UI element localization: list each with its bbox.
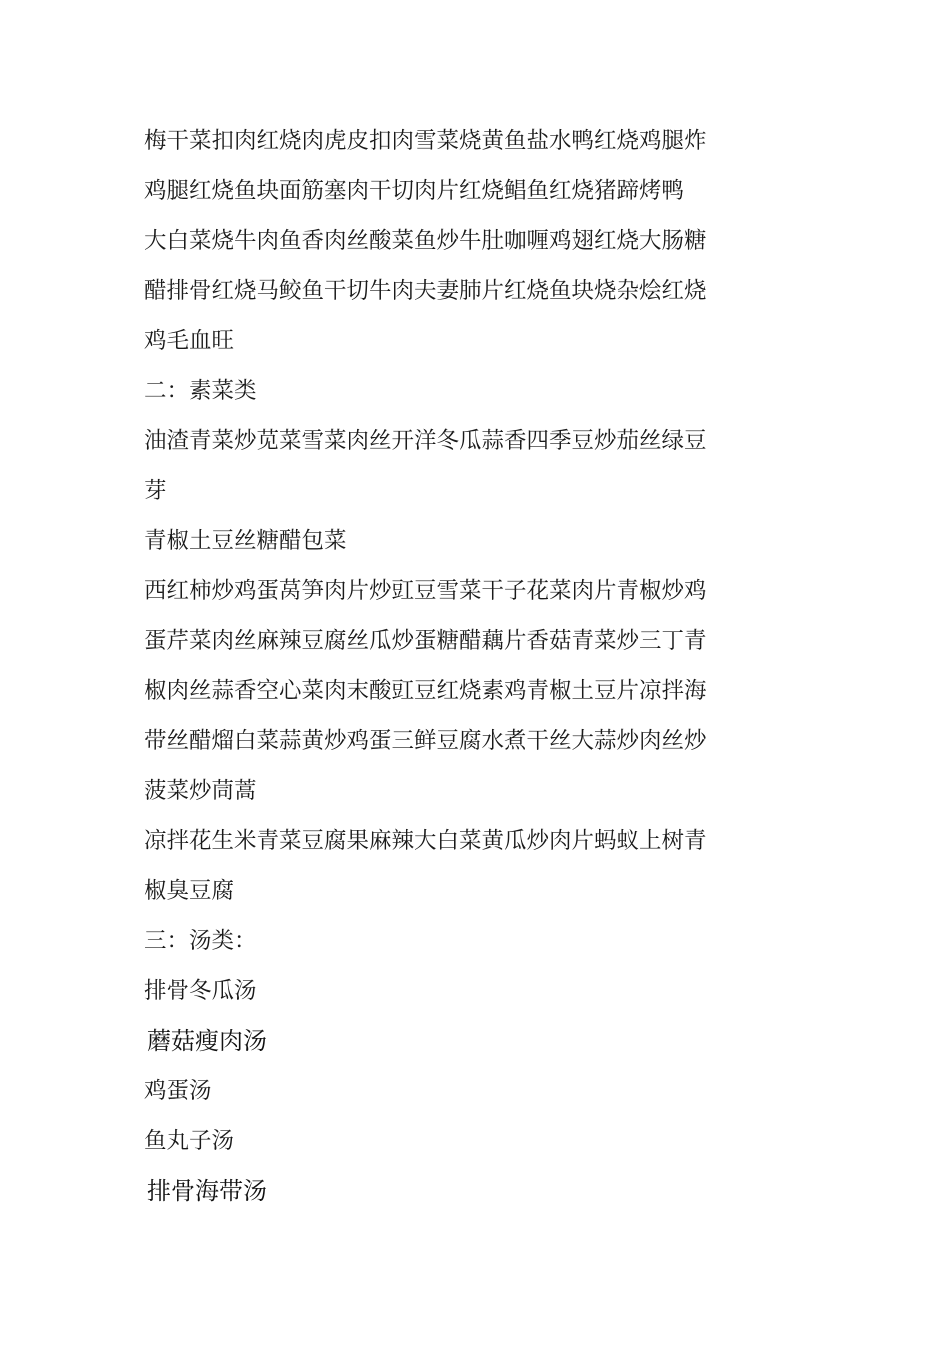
menu-line-11: 蛋芹菜肉丝麻辣豆腐丝瓜炒蛋糖醋藕片香菇青菜炒三丁青 — [144, 628, 707, 654]
soup-item-1: 排骨冬瓜汤 — [144, 978, 257, 1004]
menu-line-16: 椒臭豆腐 — [144, 878, 235, 904]
menu-line-2: 鸡腿红烧鱼块面筋塞肉干切肉片红烧鲳鱼红烧猪蹄烤鸭 — [144, 178, 685, 204]
section-heading-vegetable: 二：素菜类 — [144, 378, 257, 404]
menu-line-13: 带丝醋熘白菜蒜黄炒鸡蛋三鲜豆腐水煮干丝大蒜炒肉丝炒 — [144, 728, 707, 754]
soup-item-4: 鱼丸子汤 — [144, 1128, 235, 1154]
menu-line-14: 菠菜炒茼蒿 — [144, 778, 257, 804]
menu-line-3: 大白菜烧牛肉鱼香肉丝酸菜鱼炒牛肚咖喱鸡翅红烧大肠糖 — [144, 228, 707, 254]
section-heading-soup: 三：汤类： — [144, 928, 257, 954]
menu-line-5: 鸡毛血旺 — [144, 328, 235, 354]
menu-line-15: 凉拌花生米青菜豆腐果麻辣大白菜黄瓜炒肉片蚂蚁上树青 — [144, 828, 707, 854]
menu-line-7: 油渣青菜炒苋菜雪菜肉丝开洋冬瓜蒜香四季豆炒茄丝绿豆 — [144, 428, 707, 454]
document-page — [144, 116, 724, 1216]
soup-item-2: 蘑菇瘦肉汤 — [147, 1027, 267, 1055]
menu-line-12: 椒肉丝蒜香空心菜肉末酸豇豆红烧素鸡青椒土豆片凉拌海 — [144, 678, 707, 704]
soup-item-3: 鸡蛋汤 — [144, 1078, 212, 1104]
menu-line-1: 梅干菜扣肉红烧肉虎皮扣肉雪菜烧黄鱼盐水鸭红烧鸡腿炸 — [144, 128, 707, 154]
menu-line-10: 西红柿炒鸡蛋莴笋肉片炒豇豆雪菜干子花菜肉片青椒炒鸡 — [144, 578, 707, 604]
menu-line-8: 芽 — [144, 478, 167, 504]
soup-item-5: 排骨海带汤 — [147, 1177, 267, 1205]
menu-line-4: 醋排骨红烧马鲛鱼干切牛肉夫妻肺片红烧鱼块烧杂烩红烧 — [144, 278, 707, 304]
menu-line-9: 青椒土豆丝糖醋包菜 — [144, 528, 347, 554]
